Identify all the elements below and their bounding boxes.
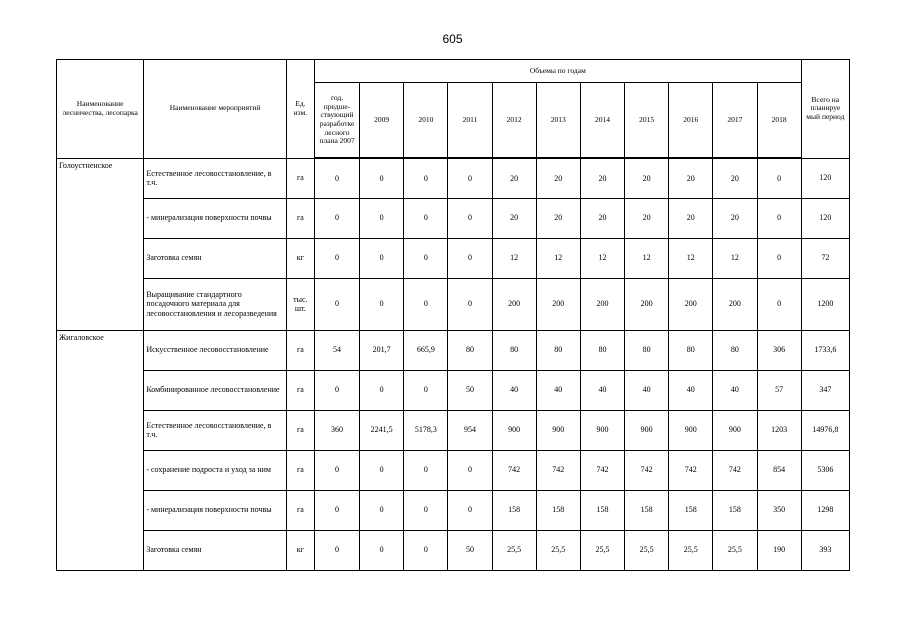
value-cell: 80 [669,330,713,370]
measure-name: - минерализация поверхности почвы [144,490,287,530]
value-cell: 5178,3 [404,410,448,450]
value-cell: 0 [448,450,492,490]
value-cell: 854 [757,450,801,490]
value-cell: 40 [580,370,624,410]
value-cell: 954 [448,410,492,450]
value-cell: 12 [536,238,580,278]
value-cell: 80 [536,330,580,370]
total-cell: 120 [801,198,849,238]
table-row [57,450,850,490]
value-cell: 200 [625,278,669,330]
value-cell: 158 [492,490,536,530]
value-cell: 0 [360,370,404,410]
value-cell: 158 [669,490,713,530]
total-cell: 393 [801,530,849,570]
value-cell: 0 [757,238,801,278]
value-cell: 0 [757,198,801,238]
unit-cell: га [286,450,314,490]
total-cell: 347 [801,370,849,410]
total-cell: 1200 [801,278,849,330]
value-cell: 12 [492,238,536,278]
value-cell: 0 [360,238,404,278]
header-unit: Ед. изм. [286,60,314,159]
value-cell: 20 [536,158,580,198]
value-cell: 20 [625,198,669,238]
header-year: 2011 [448,83,492,159]
value-cell: 0 [314,530,359,570]
measure-name: Комбинированное лесовосстановление [144,370,287,410]
header-measure: Наименование мероприятий [144,60,287,159]
value-cell: 20 [580,158,624,198]
value-cell: 0 [404,370,448,410]
value-cell: 25,5 [580,530,624,570]
value-cell: 0 [314,198,359,238]
value-cell: 0 [448,238,492,278]
value-cell: 900 [713,410,757,450]
header-year: 2015 [625,83,669,159]
unit-cell: га [286,330,314,370]
header-year: 2016 [669,83,713,159]
value-cell: 0 [360,450,404,490]
value-cell: 80 [448,330,492,370]
table-row [57,530,850,570]
measure-name: Заготовка семян [144,238,287,278]
value-cell: 80 [713,330,757,370]
value-cell: 25,5 [669,530,713,570]
value-cell: 20 [536,198,580,238]
table-row [57,330,850,370]
value-cell: 20 [713,158,757,198]
value-cell: 80 [492,330,536,370]
table-row [57,278,850,330]
value-cell: 40 [625,370,669,410]
header-year: 2014 [580,83,624,159]
value-cell: 25,5 [536,530,580,570]
value-cell: 0 [448,158,492,198]
value-cell: 0 [404,198,448,238]
table-row [57,370,850,410]
table-row [57,158,850,198]
table-row [57,238,850,278]
value-cell: 0 [314,278,359,330]
total-cell: 72 [801,238,849,278]
value-cell: 900 [536,410,580,450]
measure-name: Заготовка семян [144,530,287,570]
total-cell: 120 [801,158,849,198]
value-cell: 0 [404,530,448,570]
header-total: Всего на планируе мый период [801,60,849,159]
value-cell: 742 [713,450,757,490]
value-cell: 0 [404,490,448,530]
value-cell: 0 [360,158,404,198]
value-cell: 40 [713,370,757,410]
value-cell: 20 [669,198,713,238]
value-cell: 0 [360,198,404,238]
value-cell: 900 [669,410,713,450]
measure-name: Выращивание стандартного посадочного материала для лесовосстановления и лесоразведения [144,278,287,330]
value-cell: 190 [757,530,801,570]
value-cell: 0 [404,450,448,490]
total-cell: 1733,6 [801,330,849,370]
value-cell: 0 [314,370,359,410]
value-cell: 0 [404,278,448,330]
value-cell: 742 [669,450,713,490]
header-year: 2018 [757,83,801,159]
value-cell: 742 [580,450,624,490]
value-cell: 200 [713,278,757,330]
value-cell: 12 [713,238,757,278]
header-prev-year: год, предше-ствующий разработке лесного плана 2007 [314,83,359,159]
value-cell: 40 [492,370,536,410]
value-cell: 742 [492,450,536,490]
value-cell: 0 [448,490,492,530]
header-year: 2009 [360,83,404,159]
value-cell: 40 [669,370,713,410]
unit-cell: га [286,198,314,238]
value-cell: 0 [314,450,359,490]
value-cell: 158 [713,490,757,530]
value-cell: 0 [314,158,359,198]
total-cell: 1298 [801,490,849,530]
header-year: 2010 [404,83,448,159]
measure-name: - сохранение подроста и уход за ним [144,450,287,490]
unit-cell: га [286,410,314,450]
page-number: 605 [442,32,463,46]
value-cell: 360 [314,410,359,450]
unit-cell: га [286,158,314,198]
value-cell: 0 [448,198,492,238]
table-row [57,410,850,450]
value-cell: 742 [536,450,580,490]
value-cell: 200 [669,278,713,330]
value-cell: 1203 [757,410,801,450]
value-cell: 0 [360,530,404,570]
forest-regeneration-table [56,59,850,571]
value-cell: 50 [448,530,492,570]
unit-cell: кг [286,238,314,278]
value-cell: 0 [314,490,359,530]
forestry-name: Голоустненское [57,158,144,330]
forestry-name: Жигаловское [57,330,144,570]
total-cell: 14976,8 [801,410,849,450]
value-cell: 900 [625,410,669,450]
value-cell: 306 [757,330,801,370]
value-cell: 742 [625,450,669,490]
value-cell: 12 [580,238,624,278]
value-cell: 158 [580,490,624,530]
measure-name: Естественное лесовосстановление, в т.ч. [144,410,287,450]
value-cell: 20 [492,198,536,238]
value-cell: 2241,5 [360,410,404,450]
value-cell: 20 [492,158,536,198]
header-year: 2017 [713,83,757,159]
value-cell: 0 [757,278,801,330]
value-cell: 0 [757,158,801,198]
header-forestry: Наименование лесничества, лесопарка [57,60,144,159]
value-cell: 158 [625,490,669,530]
value-cell: 25,5 [625,530,669,570]
value-cell: 40 [536,370,580,410]
total-cell: 5306 [801,450,849,490]
header-volumes-by-year: Объемы по годам [314,60,801,83]
table-row [57,198,850,238]
value-cell: 12 [625,238,669,278]
unit-cell: га [286,370,314,410]
value-cell: 158 [536,490,580,530]
value-cell: 0 [404,158,448,198]
value-cell: 0 [404,238,448,278]
value-cell: 20 [713,198,757,238]
value-cell: 57 [757,370,801,410]
value-cell: 200 [492,278,536,330]
value-cell: 0 [314,238,359,278]
measure-name: Естественное лесовосстановление, в т.ч. [144,158,287,198]
value-cell: 80 [580,330,624,370]
table-row [57,490,850,530]
value-cell: 0 [360,490,404,530]
value-cell: 200 [580,278,624,330]
value-cell: 350 [757,490,801,530]
value-cell: 20 [580,198,624,238]
value-cell: 0 [448,278,492,330]
value-cell: 0 [360,278,404,330]
value-cell: 25,5 [713,530,757,570]
value-cell: 20 [669,158,713,198]
value-cell: 200 [536,278,580,330]
value-cell: 50 [448,370,492,410]
value-cell: 900 [580,410,624,450]
value-cell: 54 [314,330,359,370]
value-cell: 25,5 [492,530,536,570]
value-cell: 201,7 [360,330,404,370]
value-cell: 20 [625,158,669,198]
unit-cell: га [286,490,314,530]
header-year: 2013 [536,83,580,159]
unit-cell: кг [286,530,314,570]
value-cell: 12 [669,238,713,278]
unit-cell: тыс. шт. [286,278,314,330]
value-cell: 80 [625,330,669,370]
header-year: 2012 [492,83,536,159]
value-cell: 900 [492,410,536,450]
measure-name: - минерализация поверхности почвы [144,198,287,238]
value-cell: 665,9 [404,330,448,370]
measure-name: Искусственное лесовосстановление [144,330,287,370]
